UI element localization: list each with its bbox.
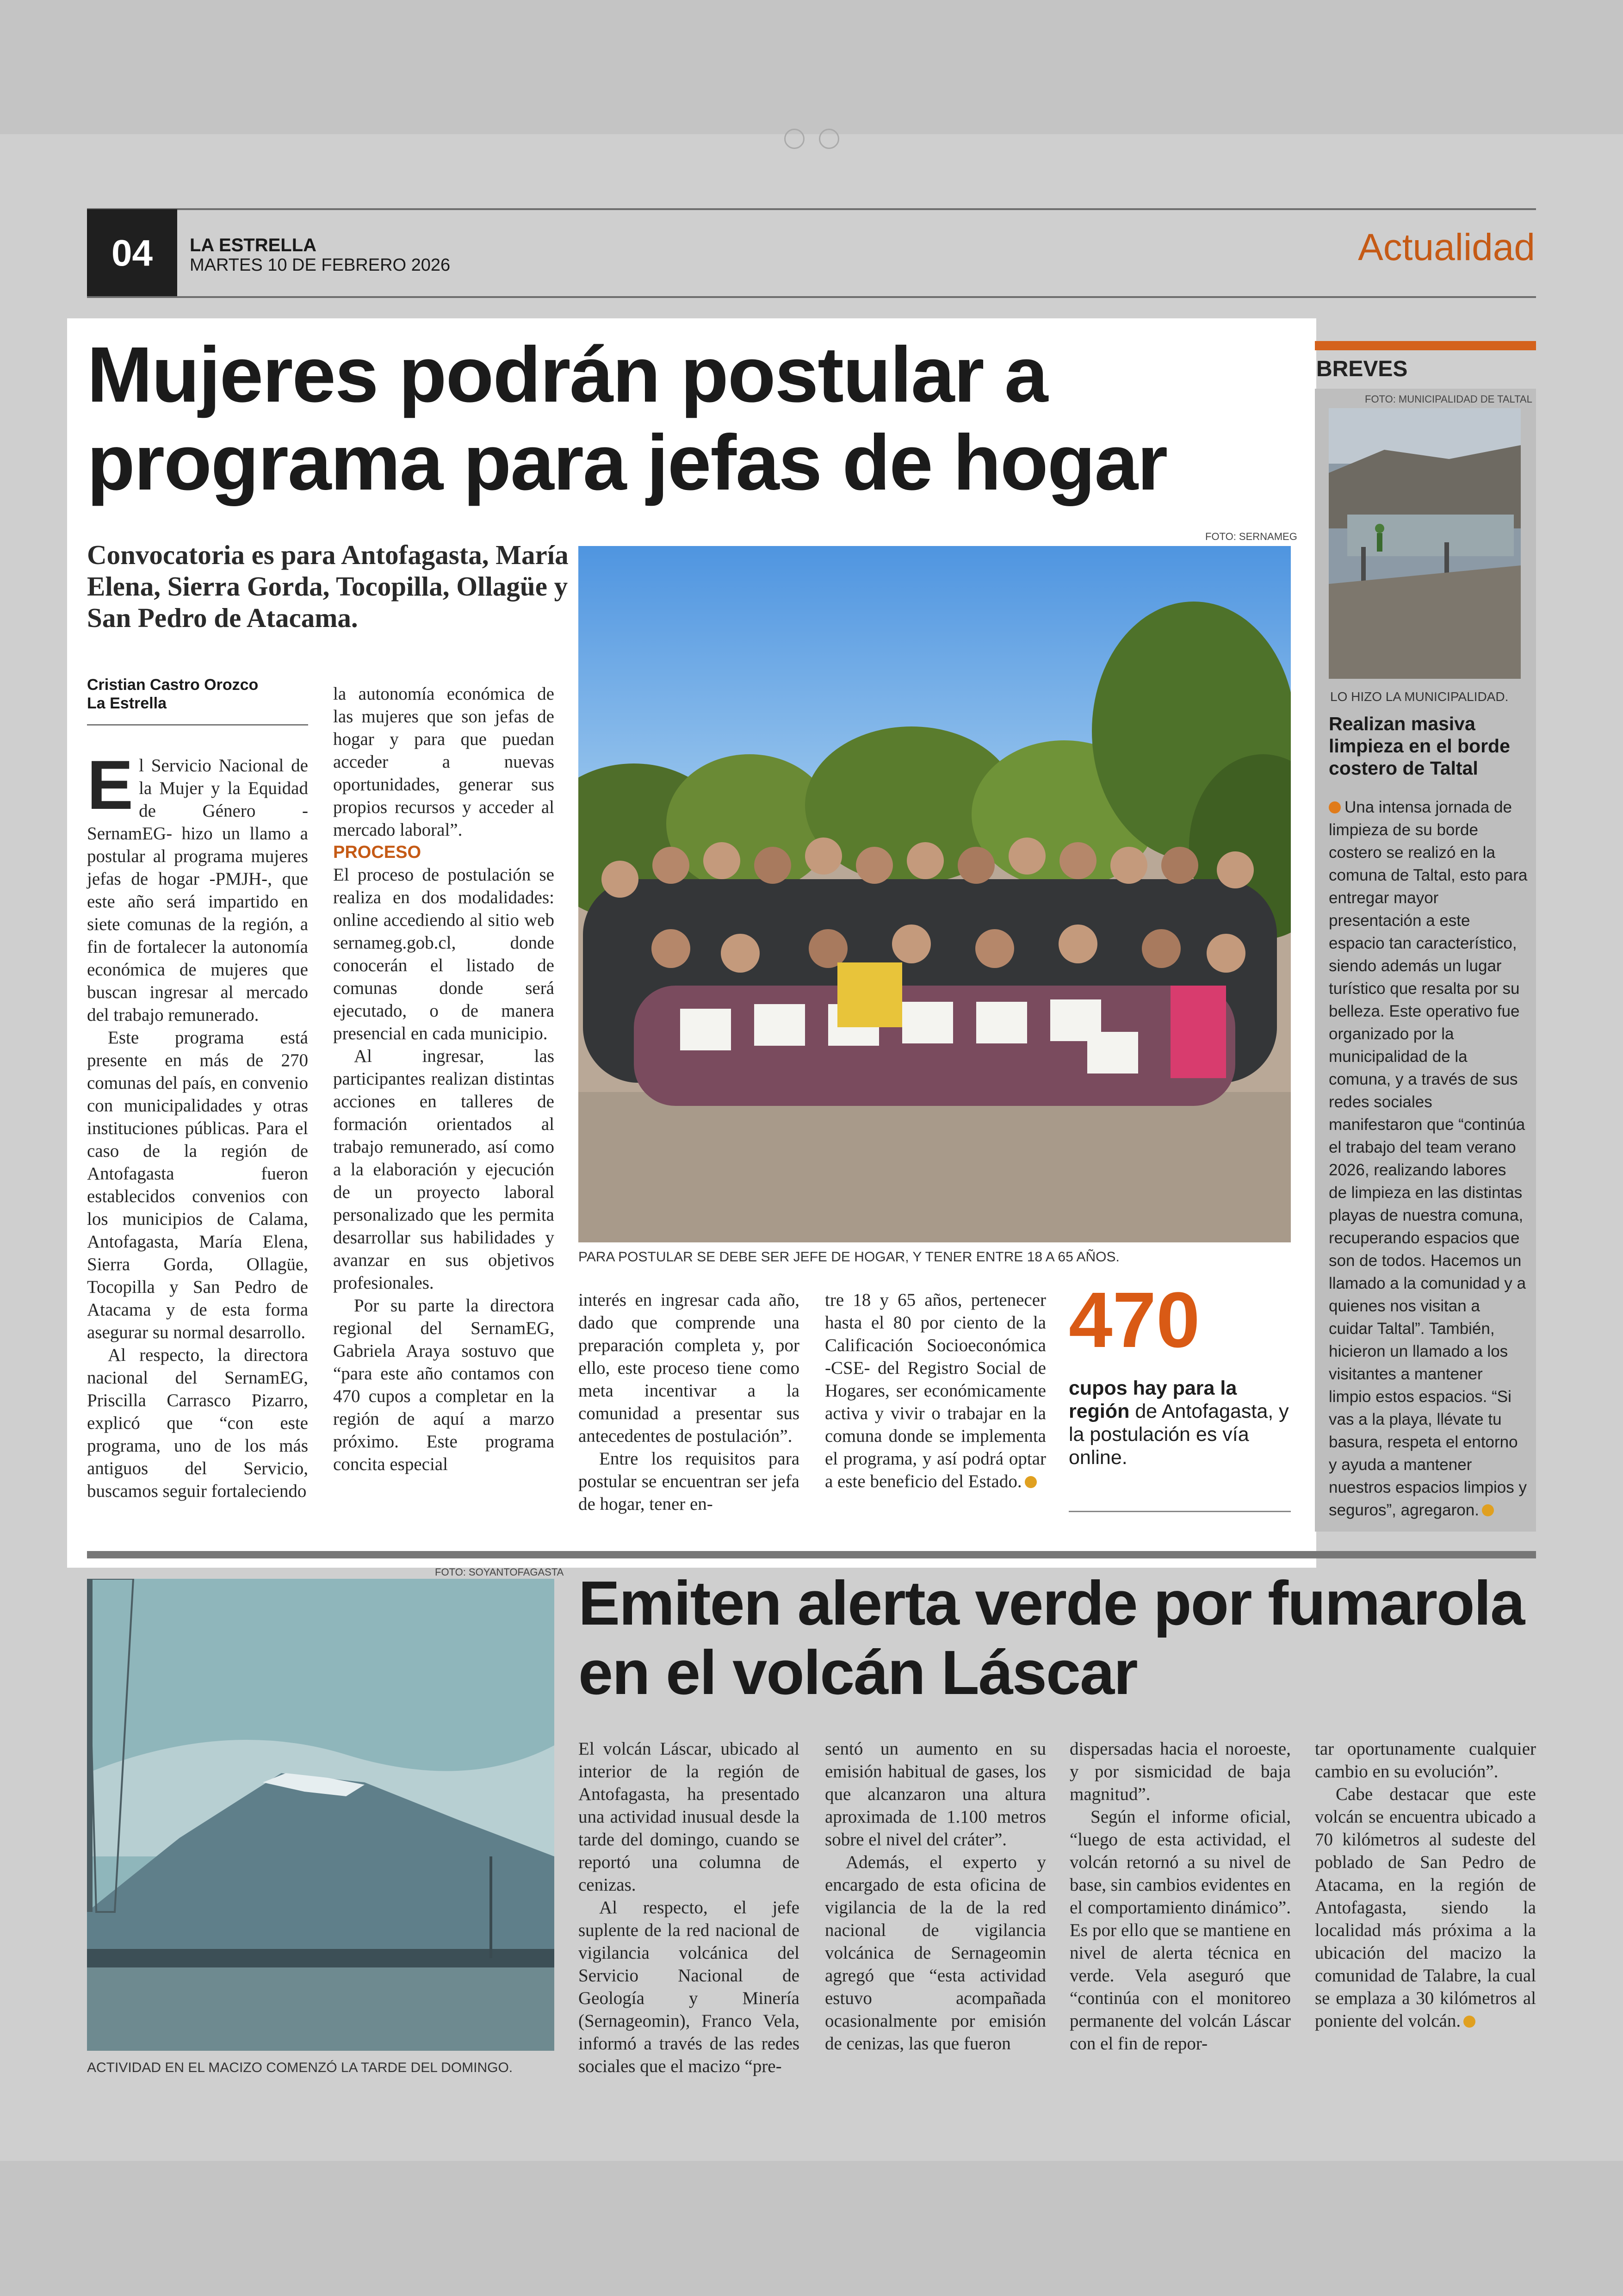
article-column-4 bbox=[825, 1289, 1046, 1493]
paragraph: Además, el experto y encargado de esta oficina de vigilancia de la de la red nacional de vigilancia volcánica de Sernageomin agregó que “esta actividad estuvo acompañada ocasionalmente por emisión de cenizas, las que fueron bbox=[825, 1852, 1046, 2054]
header-bottom-rule bbox=[87, 296, 1536, 298]
paragraph: El Servicio Nacional de la Mujer y la Equidad de Género -SernamEG- hizo un llamo a postular al programa mujeres jefas de hogar -PMJH-, que este año será impartido en siete comunas de la región, a fin de fortalecer la autonomía económica de mujeres que buscan ingresar al mercado del trabajo remunerado. bbox=[87, 746, 308, 1025]
drop-cap: E bbox=[87, 746, 134, 824]
title-line: Emiten alerta verde por fumarola bbox=[578, 1568, 1524, 1638]
paragraph: interés en ingresar cada año, dado que comprende una preparación completa y, por ello, este proceso tiene como meta incentivar a la comunidad a presentar sus antecedentes de postulación”. bbox=[578, 1290, 799, 1446]
byline bbox=[87, 676, 258, 713]
paragraph: Entre los requisitos para postular se encuentran ser jefa de hogar, tener en- bbox=[578, 1449, 799, 1514]
paragraph: tar oportunamente cualquier cambio en su evolución”. bbox=[1315, 1739, 1536, 1781]
outlet-name: La Estrella bbox=[87, 695, 167, 712]
page-number: 04 bbox=[87, 209, 177, 297]
article-separator bbox=[87, 1551, 1536, 1558]
paragraph: El volcán Láscar, ubicado al interior de la región de Antofagasta, ha presentado una actividad inusual desde la tarde del domingo, cuando se reportó una columna de cenizas. bbox=[578, 1739, 799, 1895]
section-label: Actualidad bbox=[1358, 226, 1535, 268]
bullet-icon bbox=[1329, 801, 1341, 813]
main-photo-caption: PARA POSTULAR SE DEBE SER JEFE DE HOGAR, Y TENER ENTRE 18 A 65 AÑOS. bbox=[578, 1249, 1120, 1265]
stat-number: 470 bbox=[1069, 1276, 1200, 1364]
paragraph: sentó un aumento en su emisión habitual de gases, los que alcanzaron una altura aproximada de 1.100 metros sobre el nivel del cráter”. bbox=[825, 1739, 1046, 1849]
coast-cleanup-illustration bbox=[1329, 408, 1521, 679]
breves-accent-bar bbox=[1315, 341, 1536, 350]
photo-credit: FOTO: SERNAMEG bbox=[1205, 531, 1297, 542]
paragraph: Este programa está presente en más de 270 comunas del país, en convenio con municipalidades y otras instituciones públicas. Para el caso de la región de Antofagasta fueron establecidos convenios con los municipios de Calama, Antofagasta, María Elena, Sierra Gorda, Ollagüe, Tocopilla y San Pedro de Atacama y de esta forma asegurar su normal desarrollo. bbox=[87, 1028, 308, 1342]
title-line: Mujeres podrán postular a bbox=[87, 331, 1047, 419]
paper-date: MARTES 10 DE FEBRERO 2026 bbox=[190, 255, 451, 275]
subhead: PROCESO bbox=[333, 843, 421, 862]
breves-label: BREVES bbox=[1316, 357, 1408, 381]
breves-photo[interactable] bbox=[1329, 408, 1521, 679]
article-column-2 bbox=[333, 683, 554, 1476]
paragraph: Al ingresar, las participantes realizan distintas acciones en talleres de formación orientados al trabajo remunerado, así como a la elaboración y ejecución de un proyecto laboral personalizado que les permita desarrollar sus habilidades y avanzar en sus objetivos profesionales. bbox=[333, 1046, 554, 1293]
article-deck: Convocatoria es para Antofagasta, María Elena, Sierra Gorda, Tocopilla, Ollagüe y San Pedro de Atacama. bbox=[87, 540, 569, 633]
page-indicator-dot[interactable] bbox=[784, 129, 805, 149]
paragraph: la autonomía económica de las mujeres que son jefas de hogar y para que puedan acceder a nuevas oportunidades, generar sus propios recursos y acceder al mercado laboral”. bbox=[333, 684, 554, 840]
byline-rule bbox=[87, 724, 308, 726]
author-name: Cristian Castro Orozco bbox=[87, 676, 259, 694]
volcano-illustration bbox=[87, 1579, 554, 2051]
paragraph: dispersadas hacia el noroeste, y por sismicidad de baja magnitud”. bbox=[1070, 1739, 1291, 1804]
page-indicator-dot[interactable] bbox=[819, 129, 839, 149]
breves-photo-credit: FOTO: MUNICIPALIDAD DE TALTAL bbox=[1365, 393, 1532, 405]
header-top-rule bbox=[87, 208, 1536, 210]
volcano-photo-caption: ACTIVIDAD EN EL MACIZO COMENZÓ LA TARDE DEL DOMINGO. bbox=[87, 2060, 513, 2075]
paragraph: tre 18 y 65 años, pertenecer hasta el 80 por ciento de la Calificación Socioeconómica -CSE- del Registro Social de Hogares, ser económicamente activa y vivir o trabajar en la comuna donde se implementa el programa, y así podrá optar a este beneficio del Estado. bbox=[825, 1290, 1046, 1491]
volcano-column-3 bbox=[1070, 1738, 1291, 2055]
paragraph: Al respecto, el jefe suplente de la red nacional de vigilancia volcánica del Servicio Nacional de Geología y Minería (Sernageomin), Franco Vela, informó a través de las redes sociales que el macizo “pre- bbox=[578, 1898, 799, 2076]
article-column-1 bbox=[87, 746, 308, 1502]
breves-title: Realizan masiva limpieza en el borde costero de Taltal bbox=[1329, 713, 1510, 779]
title-line: en el volcán Láscar bbox=[578, 1638, 1137, 1707]
article-column-3 bbox=[578, 1289, 799, 1515]
end-mark-icon bbox=[1025, 1476, 1037, 1488]
paragraph: Por su parte la directora regional del SernamEG, Gabriela Araya sostuvo que “para este año contamos con 470 cupos a completar en la región de aquí a marzo próximo. Este programa concita especial bbox=[333, 1296, 554, 1474]
stat-text: de Antofagasta, y la postulación es vía online. bbox=[1069, 1400, 1289, 1469]
breves-text: Una intensa jornada de limpieza de su borde costero se realizó en la comuna de Taltal, esto para entregar mayor presentación a este espacio tan característico, siendo además un lugar turístico que resalta por su belleza. Este operativo fue organizado por la municipalidad de la comuna, y a través de sus redes sociales manifestaron que “continúa el trabajo del team verano 2026, realizando labores de limpieza en las distintas playas de nuestra comuna, recuperando espacios que son de todos. Hacemos un llamado a la comunidad y a quienes nos visitan a cuidar Taltal”. También, hicieron un llamado a los visitantes a mantener limpio estos espacios. “Si vas a la playa, llévate tu basura, respeta el entorno y ayuda a mantener nuestros espacios limpios y seguros”, agregaron. bbox=[1329, 798, 1528, 1519]
end-mark-icon bbox=[1463, 2016, 1475, 2028]
paragraph: El proceso de postulación se realiza en dos modalidades: online accediendo al sitio web sernameg.gob.cl, donde conocerán el listado de comunas donde será ejecutado, o de manera presencial en cada municipio. bbox=[333, 865, 554, 1043]
volcano-column-4 bbox=[1315, 1738, 1536, 2032]
second-article-title bbox=[578, 1569, 1550, 1707]
volcano-column-1 bbox=[578, 1738, 799, 2078]
breves-photo-caption: LO HIZO LA MUNICIPALIDAD. bbox=[1330, 689, 1509, 704]
stat-bold-text: cupos hay para la región bbox=[1069, 1377, 1237, 1422]
paragraph: Cabe destacar que este volcán se encuentra ubicado a 70 kilómetros al sudeste del poblado de San Pedro de Atacama, en la región de Antofagasta, siendo la localidad más próxima a la ubicación del macizo la comunidad de Talabre, la cual se emplaza a 30 kilómetros al poniente del volcán. bbox=[1315, 1784, 1536, 2031]
paragraph: Al respecto, la directora nacional del SernamEG, Priscilla Carrasco Pizarro, explicó que “con este programa, uno de los más antiguos del Servicio, buscamos seguir fortaleciendo bbox=[87, 1345, 308, 1501]
paper-name: LA ESTRELLA bbox=[190, 235, 317, 255]
stat-rule bbox=[1069, 1511, 1291, 1512]
title-line: programa para jefas de hogar bbox=[87, 419, 1167, 507]
volcano-photo[interactable] bbox=[87, 1579, 554, 2051]
main-article-title bbox=[87, 331, 1290, 507]
volcano-column-2 bbox=[825, 1738, 1046, 2055]
volcano-photo-credit: FOTO: SOYANTOFAGASTA bbox=[435, 1566, 564, 1578]
group-photo-illustration bbox=[578, 546, 1291, 1242]
stat-description bbox=[1069, 1377, 1291, 1469]
paragraph: Según el informe oficial, “luego de esta actividad, el volcán retornó a su nivel de base, sin cambios evidentes en el comportamiento dinámico”. Es por ello que se mantiene en nivel de alerta técnica en verde. Vela aseguró que “continúa con el monitoreo permanente del volcán Láscar con el fin de repor- bbox=[1070, 1807, 1291, 2054]
end-mark-icon bbox=[1482, 1504, 1494, 1516]
main-photo[interactable] bbox=[578, 546, 1291, 1242]
